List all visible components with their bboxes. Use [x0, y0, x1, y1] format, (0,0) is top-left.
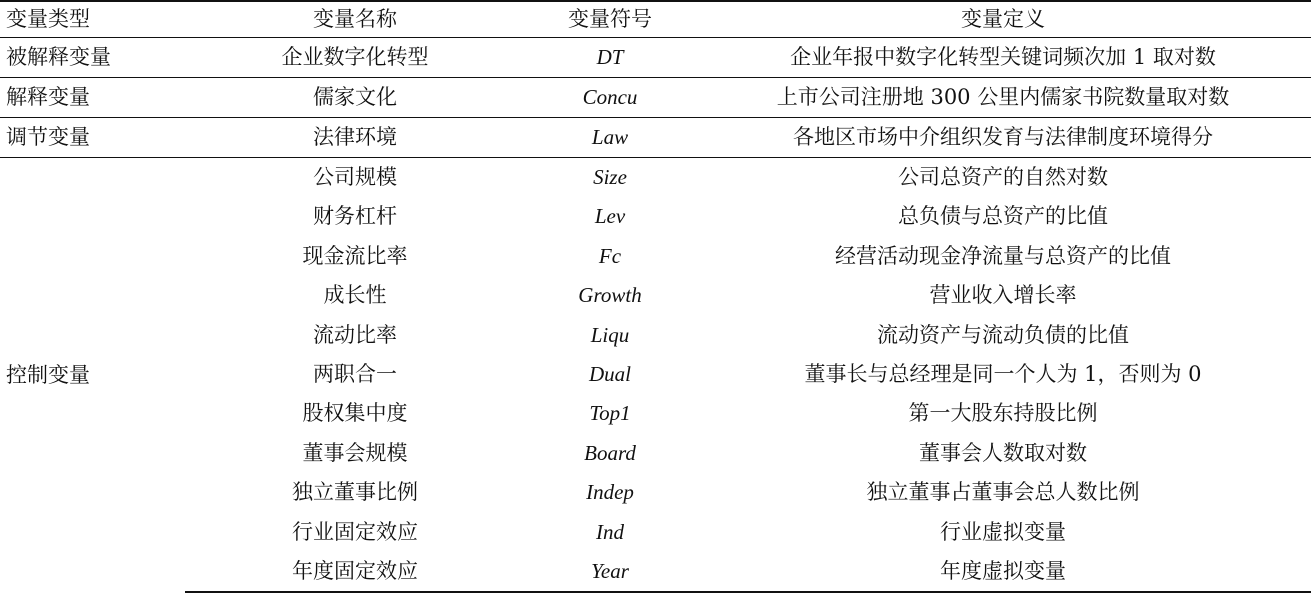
table-row [0, 394, 1311, 433]
variable-symbol-cell: Dual [589, 362, 631, 387]
variable-symbol-cell: DT [525, 38, 695, 78]
variable-definition-cell: 经营活动现金净流量与总资产的比值 [835, 243, 1171, 268]
variable-name-cell: 两职合一 [313, 362, 397, 387]
table-row [0, 197, 1311, 236]
variable-name-cell: 成长性 [323, 283, 387, 308]
variable-type-cell: 控制变量 [6, 362, 90, 387]
table-row [0, 513, 1311, 552]
table-row [0, 237, 1311, 276]
variable-type-cell: 调节变量 [0, 118, 185, 158]
variable-name-cell: 年度固定效应 [185, 552, 525, 592]
variable-name-cell: 财务杠杆 [313, 204, 397, 229]
table-row [0, 78, 1311, 118]
variable-name-cell: 独立董事比例 [292, 480, 418, 505]
table-row [0, 38, 1311, 78]
variable-type-cell: 解释变量 [0, 78, 185, 118]
variable-definition-cell: 总负债与总资产的比值 [898, 204, 1108, 229]
header-variable-name: 变量名称 [185, 1, 525, 38]
table-row [0, 118, 1311, 158]
variable-name-cell: 儒家文化 [185, 78, 525, 118]
table-row [0, 355, 1311, 394]
table-row [0, 316, 1311, 355]
variable-definition-cell: 董事会人数取对数 [919, 440, 1087, 465]
variable-name-cell: 股权集中度 [302, 401, 408, 426]
variable-symbol-cell: Fc [598, 243, 622, 268]
variable-definition-cell: 企业年报中数字化转型关键词频次加 1 取对数 [695, 38, 1311, 78]
variable-name-cell: 法律环境 [185, 118, 525, 158]
variable-definition-cell: 流动资产与流动负债的比值 [877, 322, 1129, 347]
variable-definition-cell: 董事长与总经理是同一个人为 1，否则为 0 [804, 362, 1202, 387]
header-variable-symbol: 变量符号 [525, 1, 695, 38]
table-row [0, 473, 1311, 512]
variable-symbol-cell: Board [584, 440, 636, 465]
variable-name-cell: 公司规模 [313, 165, 397, 189]
table-header-row [0, 1, 1311, 38]
header-variable-definition: 变量定义 [695, 1, 1311, 38]
variable-definition-cell: 年度虚拟变量 [695, 552, 1311, 592]
variable-definition-cell: 各地区市场中介组织发育与法律制度环境得分 [695, 118, 1311, 158]
variable-definition-cell: 上市公司注册地 300 公里内儒家书院数量取对数 [695, 78, 1311, 118]
variable-name-cell: 行业固定效应 [292, 519, 418, 544]
variable-symbol-cell: Year [525, 552, 695, 592]
variable-name-cell: 董事会规模 [302, 440, 408, 465]
variable-symbol-cell: Indep [586, 480, 634, 505]
variable-symbol-cell: Ind [596, 519, 624, 544]
variable-symbol-cell: Lev [594, 204, 626, 229]
variable-definition-cell: 行业虚拟变量 [940, 519, 1066, 544]
variable-symbol-cell: Concu [525, 78, 695, 118]
table-row [0, 276, 1311, 315]
table-row [0, 158, 1311, 198]
variable-definition-cell: 公司总资产的自然对数 [898, 165, 1108, 189]
variable-name-cell: 现金流比率 [302, 243, 408, 268]
variable-symbol-cell: Liqu [590, 322, 630, 347]
variable-symbol-cell: Law [525, 118, 695, 158]
table-row [0, 552, 1311, 592]
variable-definition-cell: 营业收入增长率 [929, 283, 1077, 308]
variable-name-cell: 流动比率 [313, 322, 397, 347]
header-variable-type: 变量类型 [0, 1, 185, 38]
table-row [0, 434, 1311, 473]
variable-symbol-cell: Size [593, 165, 627, 189]
variable-definition-cell: 第一大股东持股比例 [908, 401, 1098, 426]
variable-type-cell: 被解释变量 [0, 38, 185, 78]
variable-symbol-cell: Top1 [589, 401, 631, 426]
variable-definition-cell: 独立董事占董事会总人数比例 [866, 480, 1140, 505]
variable-name-cell: 企业数字化转型 [185, 38, 525, 78]
variable-symbol-cell: Growth [578, 283, 642, 308]
